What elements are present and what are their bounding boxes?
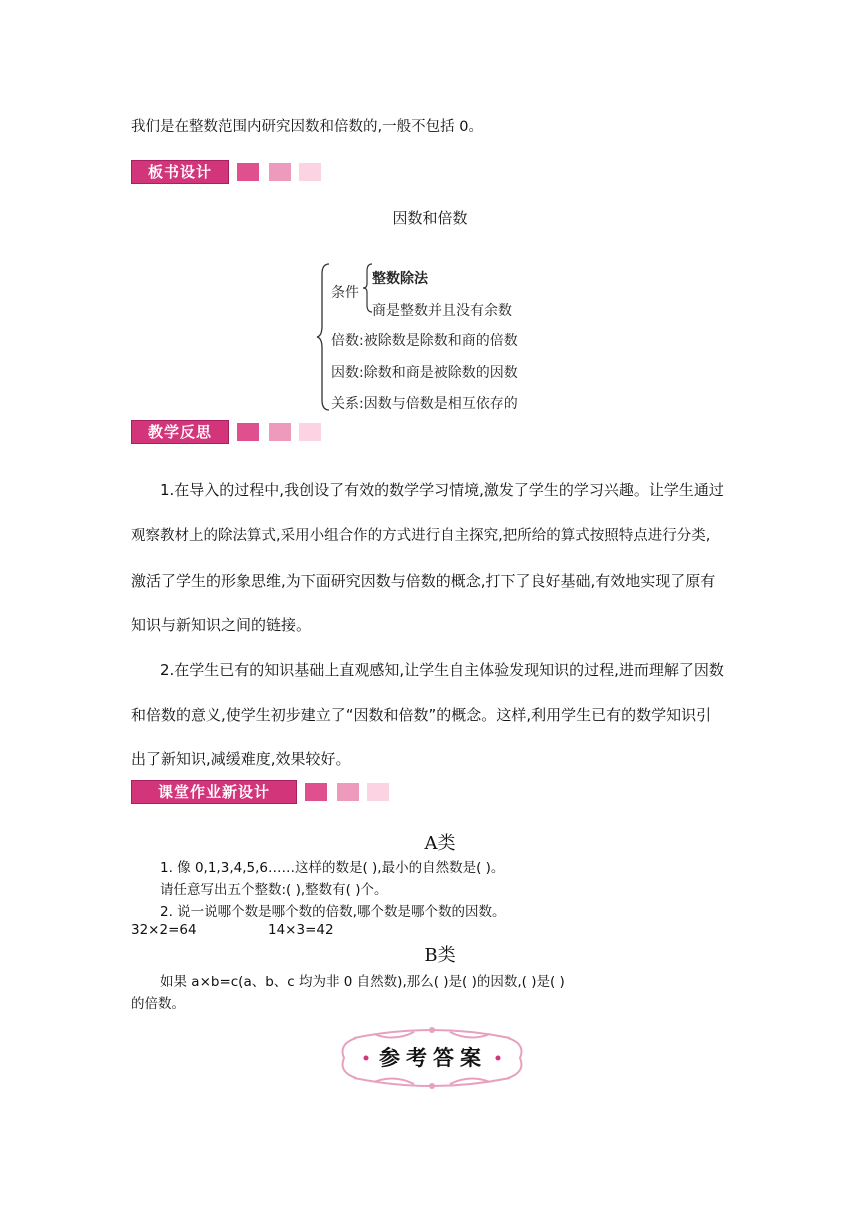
banner-label: 板书设计 bbox=[131, 160, 229, 184]
reflection-p1-line: 知识与新知识之间的链接。 bbox=[131, 616, 312, 634]
question-b-line2: 的倍数。 bbox=[131, 996, 185, 1012]
section-banner-homework bbox=[131, 780, 391, 804]
intro-line: 我们是在整数范围内研究因数和倍数的,一般不包括 0。 bbox=[131, 119, 483, 135]
banner-square bbox=[337, 783, 359, 801]
class-a-title: A类 bbox=[424, 833, 456, 854]
board-title: 因数和倍数 bbox=[392, 209, 468, 227]
reflection-p1-line: 激活了学生的形象思维,为下面研究因数与倍数的概念,打下了良好基础,有效地实现了原有 bbox=[131, 572, 716, 590]
question-b-line1: 如果 a×b=c(a、b、c 均为非 0 自然数),那么( )是( )的因数,( )是( ) bbox=[160, 974, 565, 990]
banner-square bbox=[269, 423, 291, 441]
class-b-title: B类 bbox=[424, 945, 456, 966]
banner-square bbox=[237, 163, 259, 181]
board-line-factor: 因数:除数和商是被除数的因数 bbox=[331, 365, 518, 381]
condition-item: 整数除法 bbox=[372, 271, 428, 287]
reflection-p1-line: 1.在导入的过程中,我创设了有效的数学学习情境,激发了学生的学习兴趣。让学生通过 bbox=[160, 481, 724, 499]
banner-square bbox=[237, 423, 259, 441]
board-line-relation: 关系:因数与倍数是相互依存的 bbox=[331, 396, 518, 412]
banner-label: 教学反思 bbox=[131, 420, 229, 444]
question-a1-line1: 1. 像 0,1,3,4,5,6……这样的数是( ),最小的自然数是( )。 bbox=[160, 860, 505, 876]
question-a2: 2. 说一说哪个数是哪个数的倍数,哪个数是哪个数的因数。 bbox=[160, 904, 506, 920]
board-line-multiple: 倍数:被除数是除数和商的倍数 bbox=[331, 333, 518, 349]
answer-title: 参考答案 bbox=[379, 1045, 487, 1070]
banner-square bbox=[305, 783, 327, 801]
banner-square bbox=[269, 163, 291, 181]
reflection-p2-line: 2.在学生已有的知识基础上直观感知,让学生自主体验发现知识的过程,进而理解了因数 bbox=[160, 661, 724, 679]
outer-brace-icon bbox=[316, 262, 332, 412]
reflection-p2-line: 和倍数的意义,使学生初步建立了“因数和倍数”的概念。这样,利用学生已有的数学知识引 bbox=[131, 706, 712, 724]
banner-square bbox=[367, 783, 389, 801]
equation-1: 32×2=64 bbox=[131, 922, 197, 938]
banner-square bbox=[299, 423, 321, 441]
reflection-p1-line: 观察教材上的除法算式,采用小组合作的方式进行自主探究,把所给的算式按照特点进行分类, bbox=[131, 528, 711, 544]
section-banner-board-design bbox=[131, 160, 321, 184]
question-a1-line2: 请任意写出五个整数:( ),整数有( )个。 bbox=[160, 882, 388, 898]
section-banner-reflection bbox=[131, 420, 321, 444]
banner-square bbox=[299, 163, 321, 181]
reflection-p2-line: 出了新知识,减缓难度,效果较好。 bbox=[131, 750, 351, 768]
condition-item: 商是整数并且没有余数 bbox=[372, 303, 512, 319]
condition-label: 条件 bbox=[331, 285, 359, 301]
banner-label: 课堂作业新设计 bbox=[131, 780, 297, 804]
equation-2: 14×3=42 bbox=[268, 922, 334, 938]
